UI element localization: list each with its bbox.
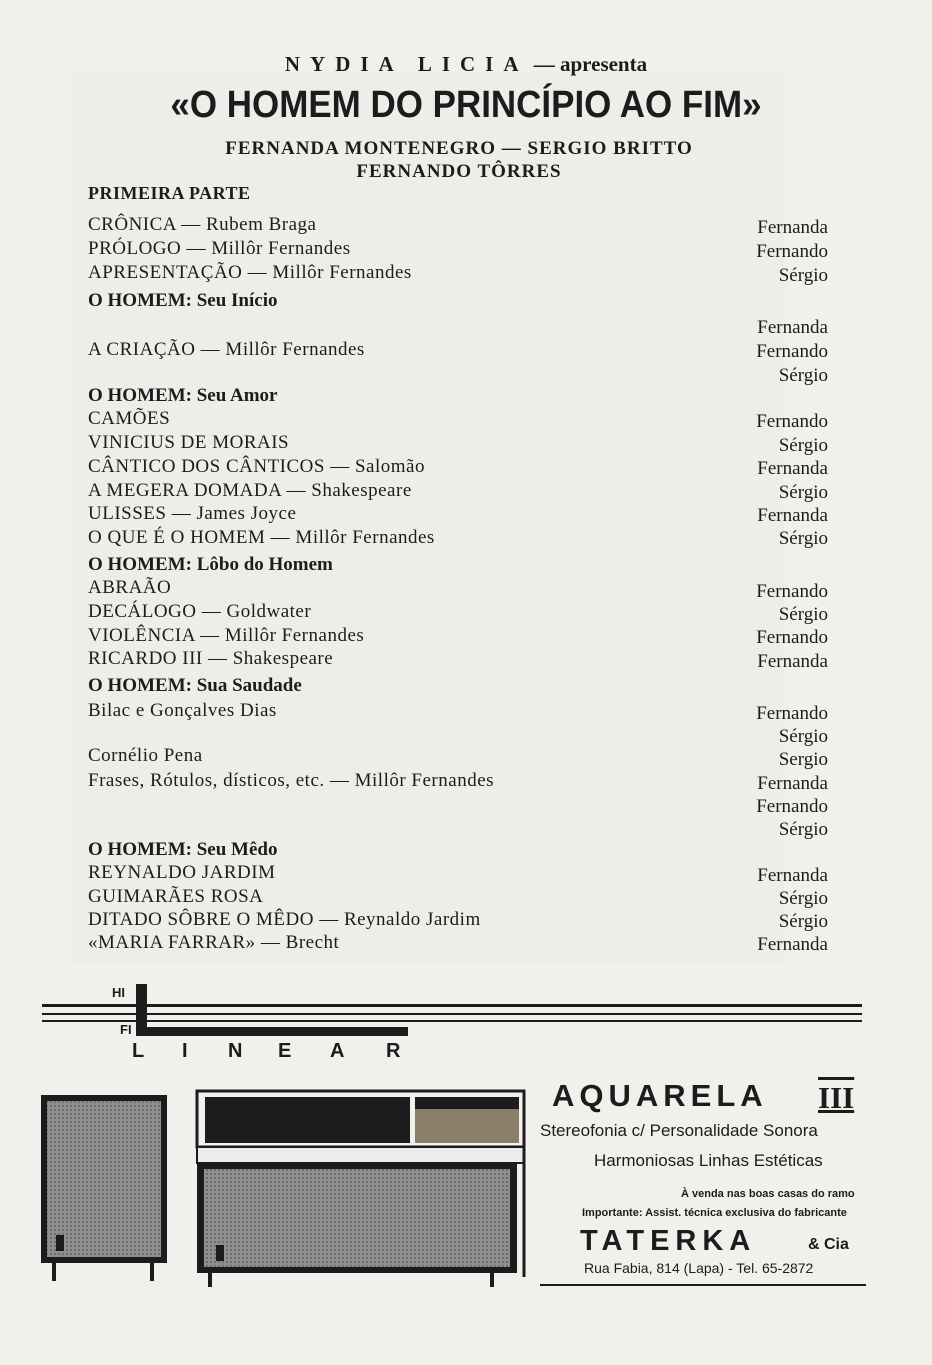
program-piece: A MEGERA DOMADA — Shakespeare — [88, 480, 412, 501]
section-heading: O HOMEM: Seu Início — [88, 290, 278, 311]
linear-letter: E — [278, 1040, 292, 1062]
performer-name: Sergio — [778, 749, 828, 770]
section-heading: O HOMEM: Lôbo do Homem — [88, 554, 333, 575]
program-piece: VIOLÊNCIA — Millôr Fernandes — [88, 625, 365, 646]
brand-number: III — [818, 1080, 855, 1115]
performer-name: Sérgio — [778, 435, 828, 456]
logo-bar-horizontal — [136, 1027, 408, 1036]
performer-name: Fernanda — [757, 458, 828, 479]
performer-name: Fernanda — [757, 865, 828, 886]
program-piece: APRESENTAÇÃO — Millôr Fernandes — [88, 262, 412, 283]
performer-name: Fernanda — [757, 317, 828, 338]
performer-name: Sérgio — [778, 482, 828, 503]
part-title: PRIMEIRA PARTE — [88, 183, 251, 203]
presenter-line — [0, 52, 932, 77]
performer-name: Sérgio — [778, 819, 828, 840]
logo-line — [42, 1020, 862, 1022]
performer-name: Fernando — [756, 581, 828, 602]
performer-name: Fernando — [756, 627, 828, 648]
program-piece: ABRAÃO — [88, 577, 172, 598]
performer-name: Sérgio — [778, 726, 828, 747]
performer-name: Fernando — [756, 241, 828, 262]
performer-name: Sérgio — [778, 265, 828, 286]
sale-note-1: À venda nas boas casas do ramo — [681, 1188, 855, 1200]
program-piece: Frases, Rótulos, dísticos, etc. — Millôr Fernandes — [88, 770, 495, 791]
performer-name: Fernando — [756, 411, 828, 432]
linear-letter: A — [330, 1040, 345, 1062]
play-title: «O HOMEM DO PRINCÍPIO AO FIM» — [170, 84, 762, 126]
section-heading: O HOMEM: Seu Mêdo — [88, 839, 278, 860]
linear-letter: R — [386, 1040, 401, 1062]
program-piece: PRÓLOGO — Millôr Fernandes — [88, 238, 351, 259]
program-piece: ULISSES — James Joyce — [88, 503, 297, 524]
presenter-name: NYDIA LICIA — [284, 52, 529, 76]
program-piece: VINICIUS DE MORAIS — [88, 432, 290, 453]
sale-note-2: Importante: Assist. técnica exclusiva do fabricante — [582, 1207, 847, 1219]
section-heading: O HOMEM: Seu Amor — [88, 385, 278, 406]
program-piece: O QUE É O HOMEM — Millôr Fernandes — [88, 527, 435, 548]
program-piece: RICARDO III — Shakespeare — [88, 648, 334, 669]
performer-name: Sérgio — [778, 528, 828, 549]
hi-label: HI — [112, 985, 125, 1000]
tagline-2: Harmoniosas Linhas Estéticas — [594, 1151, 823, 1170]
program-piece: REYNALDO JARDIM — [88, 862, 276, 883]
linear-letter: N — [228, 1040, 243, 1062]
program-piece: «MARIA FARRAR» — Brecht — [88, 932, 340, 953]
performer-name: Fernando — [756, 796, 828, 817]
linear-letter: I — [182, 1040, 188, 1062]
program-piece: CRÔNICA — Rubem Braga — [88, 214, 317, 235]
performer-name: Sérgio — [778, 604, 828, 625]
program-piece: CAMÕES — [88, 408, 171, 429]
performer-name: Sérgio — [778, 365, 828, 386]
performer-name: Sérgio — [778, 888, 828, 909]
performer-name: Fernanda — [757, 934, 828, 955]
program-piece: CÂNTICO DOS CÂNTICOS — Salomão — [88, 456, 425, 477]
program-piece: GUIMARÃES ROSA — [88, 886, 264, 907]
performer-name: Fernanda — [757, 651, 828, 672]
tagline-1: Stereofonia c/ Personalidade Sonora — [540, 1121, 818, 1140]
manufacturer-name: TATERKA — [580, 1225, 757, 1257]
program-piece: Bilac e Gonçalves Dias — [88, 700, 277, 721]
stereo-cabinet-illustration — [30, 1085, 540, 1295]
performer-name: Sérgio — [778, 911, 828, 932]
performer-name: Fernanda — [757, 505, 828, 526]
presenter-suffix: — apresenta — [533, 52, 648, 76]
performer-name: Fernanda — [757, 773, 828, 794]
ad-bottom-rule — [540, 1284, 866, 1286]
manufacturer-suffix: & Cia — [808, 1236, 849, 1253]
linear-letter: L — [132, 1040, 145, 1062]
program-piece: A CRIAÇÃO — Millôr Fernandes — [88, 339, 365, 360]
cast-line-2: FERNANDO TÔRRES — [356, 161, 562, 182]
performer-name: Fernanda — [757, 217, 828, 238]
performer-name: Fernando — [756, 341, 828, 362]
logo-line — [42, 1004, 862, 1007]
brand-name: AQUARELA — [552, 1078, 768, 1113]
program-piece: Cornélio Pena — [88, 745, 203, 766]
cast-line-1: FERNANDA MONTENEGRO — SERGIO BRITTO — [225, 138, 693, 159]
manufacturer-address: Rua Fabia, 814 (Lapa) - Tel. 65-2872 — [584, 1260, 814, 1276]
performer-name: Fernando — [756, 703, 828, 724]
program-piece: DECÁLOGO — Goldwater — [88, 601, 312, 622]
logo-line — [42, 1013, 862, 1015]
section-heading: O HOMEM: Sua Saudade — [88, 675, 302, 696]
program-piece: DITADO SÔBRE O MÊDO — Reynaldo Jardim — [88, 909, 481, 930]
fi-label: FI — [120, 1022, 132, 1037]
